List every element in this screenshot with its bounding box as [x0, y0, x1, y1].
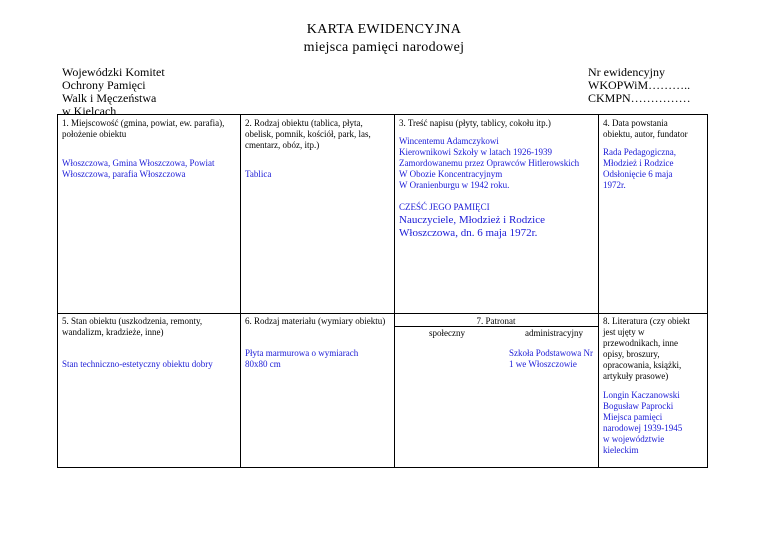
- registry-line: WKOPWiM………..: [588, 78, 691, 92]
- value-line: kieleckim: [603, 445, 639, 455]
- registry-block: [588, 66, 691, 105]
- field-5-value: Stan techniczno-estetyczny obiektu dobry: [62, 359, 213, 369]
- inscription-line: Zamordowanemu przez Oprawców Hitlerowskich: [399, 158, 580, 168]
- signature-line: Nauczyciele, Młodzież i Rodzice: [399, 214, 545, 226]
- field-7-label: 7. Patronat: [476, 316, 516, 326]
- field-3-honour: CZEŚĆ JEGO PAMIĘCI: [399, 202, 490, 212]
- value-line: w województwie: [603, 434, 665, 444]
- value-line: Szkoła Podstawowa Nr: [509, 348, 593, 358]
- record-table: [57, 114, 708, 468]
- field-1-label: [62, 118, 238, 140]
- label-line: wandalizm, kradzieże, inne): [62, 327, 164, 337]
- label-line: obiektu, autor, fundator: [603, 129, 688, 139]
- label-line: 4. Data powstania: [603, 118, 668, 128]
- field-3-label: 3. Treść napisu (płyty, tablicy, cokołu itp.): [399, 118, 551, 128]
- registry-line: CKMPN……………: [588, 91, 691, 105]
- row-divider: [58, 313, 707, 314]
- label-line: cmentarz, obóz, itp.): [245, 140, 320, 150]
- patronat-social-header: społeczny: [429, 328, 465, 338]
- value-line: Bogusław Paprocki: [603, 401, 674, 411]
- value-line: Płyta marmurowa o wymiarach: [245, 348, 359, 358]
- label-line: przewodnikach, inne: [603, 338, 678, 348]
- issuer-line: Wojewódzki Komitet: [62, 65, 165, 79]
- value-line: Włoszczowa, Gmina Włoszczowa, Powiat: [62, 158, 215, 168]
- column-divider: [394, 115, 395, 467]
- field-6-value: [245, 348, 391, 370]
- signature-line: Włoszczowa, dn. 6 maja 1972r.: [399, 227, 538, 239]
- field-1-value: [62, 158, 238, 180]
- value-line: Longin Kaczanowski: [603, 390, 680, 400]
- column-divider: [240, 115, 241, 467]
- label-line: obelisk, pomnik, kościół, park, las,: [245, 129, 371, 139]
- label-line: 5. Stan obiektu (uszkodzenia, remonty,: [62, 316, 203, 326]
- issuer-line: w Kielcach: [62, 104, 117, 118]
- issuer-line: Ochrony Pamięci: [62, 78, 146, 92]
- value-line: 80x80 cm: [245, 359, 281, 369]
- field-3-inscription: [399, 136, 595, 191]
- value-line: narodowej 1939-1945: [603, 423, 683, 433]
- value-line: Rada Pedagogiczna,: [603, 147, 676, 157]
- value-line: Młodzież i Rodzice: [603, 158, 674, 168]
- label-line: 8. Literatura (czy obiekt: [603, 316, 690, 326]
- issuer-block: [62, 66, 165, 118]
- patronat-admin-header: administracyjny: [525, 328, 583, 338]
- field-5-label: [62, 316, 238, 338]
- field-3-signature: [399, 214, 595, 240]
- label-line: położenie obiektu: [62, 129, 127, 139]
- field-2-value: Tablica: [245, 169, 272, 179]
- registry-line: Nr ewidencyjny: [588, 65, 665, 79]
- field-4-label: [603, 118, 706, 140]
- label-line: opisy, broszury,: [603, 349, 660, 359]
- value-line: Miejsca pamięci: [603, 412, 663, 422]
- label-line: artykuły prasowe): [603, 371, 669, 381]
- value-line: 1 we Włoszczowie: [509, 359, 577, 369]
- field-2-label: [245, 118, 391, 151]
- page-title: KARTA EWIDENCYJNA: [306, 22, 462, 37]
- column-divider: [598, 115, 599, 467]
- issuer-line: Walk i Męczeństwa: [62, 91, 157, 105]
- label-line: 2. Rodzaj obiektu (tablica, płyta,: [245, 118, 363, 128]
- value-line: Odsłonięcie 6 maja: [603, 169, 673, 179]
- field-8-value: [603, 390, 706, 456]
- inscription-line: W Oranienburgu w 1942 roku.: [399, 180, 510, 190]
- field-8-label: [603, 316, 706, 382]
- field-6-label: 6. Rodzaj materiału (wymiary obiektu): [245, 316, 386, 326]
- label-line: opracowania, książki,: [603, 360, 682, 370]
- patronat-admin-value: [509, 348, 597, 370]
- page-subtitle: miejsca pamięci narodowej: [303, 40, 465, 55]
- value-line: 1972r.: [603, 180, 626, 190]
- label-line: 1. Miejscowość (gmina, powiat, ew. parafia),: [62, 118, 225, 128]
- label-line: jest ujęty w: [603, 327, 645, 337]
- value-line: Włoszczowa, parafia Włoszczowa: [62, 169, 186, 179]
- field-4-value: [603, 147, 706, 191]
- inscription-line: Wincentemu Adamczykowi: [399, 136, 499, 146]
- inscription-line: W Obozie Koncentracyjnym: [399, 169, 503, 179]
- inscription-line: Kierownikowi Szkoły w latach 1926-1939: [399, 147, 552, 157]
